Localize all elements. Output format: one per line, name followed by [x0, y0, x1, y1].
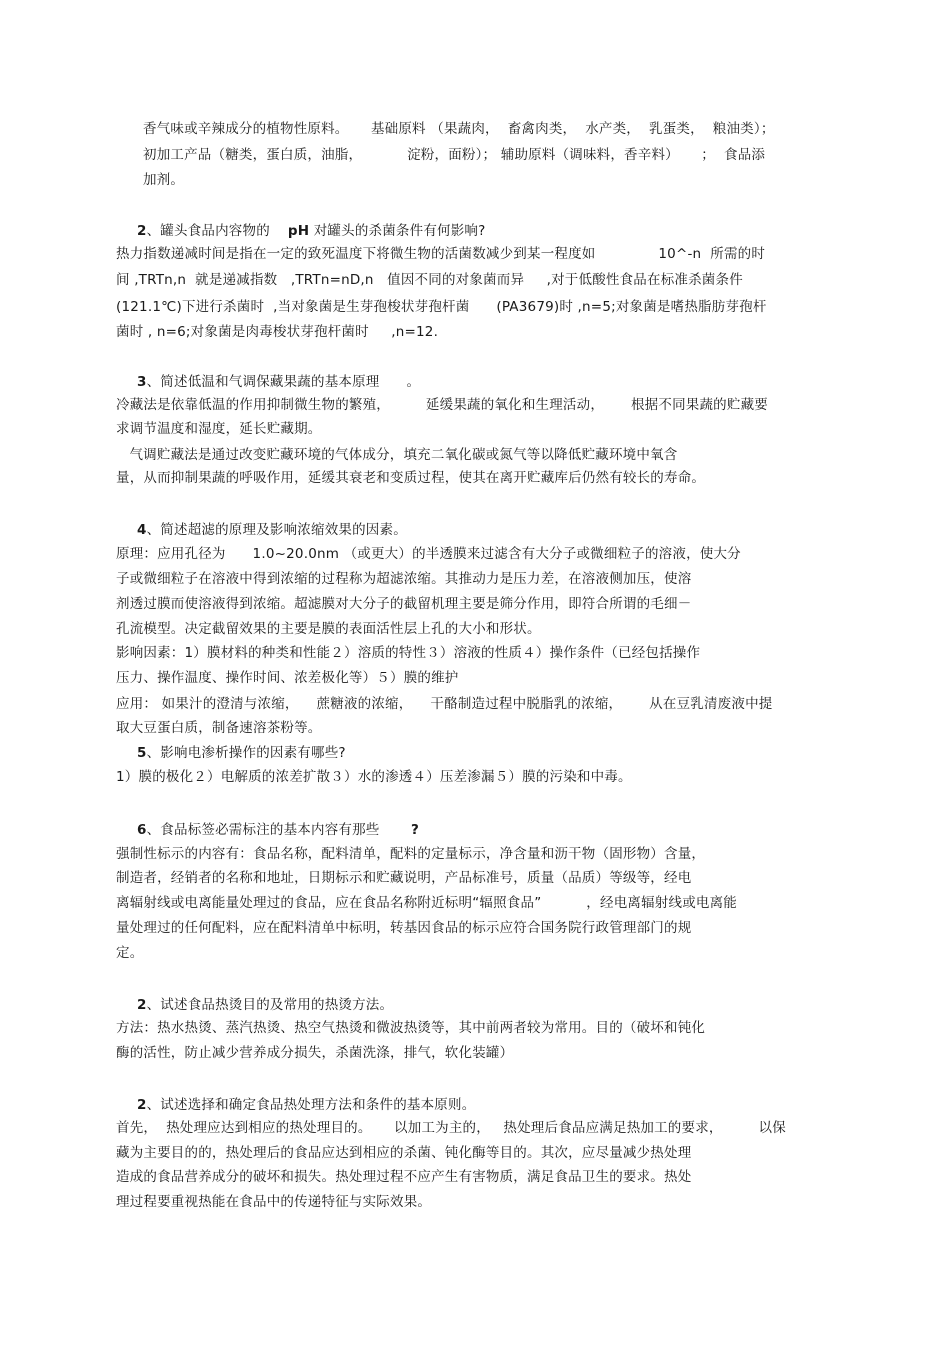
answer-line: 影响因素：1）膜材料的种类和性能２）溶质的特性３）溶液的性质４）操作条件（已经包括操作	[116, 645, 701, 661]
question-heading-ultrafiltration	[137, 520, 407, 540]
answer-line: 气调贮藏法是通过改变贮藏环境的气体成分，填充二氧化碳或氮气等以降低贮藏环境中氧含	[116, 447, 678, 463]
answer-line: 冷藏法是依靠低温的作用抑制微生物的繁殖， 延缓果蔬的氧化和生理活动， 根据不同果蔬的贮藏要	[116, 397, 768, 413]
question-number: 3	[137, 374, 147, 390]
question-heading-electrodialysis	[137, 743, 346, 763]
answer-line: 首先， 热处理应达到相应的热处理目的。 以加工为主的， 热处理后食品应满足热加工的要求， 以保	[116, 1120, 786, 1136]
answer-line: 藏为主要目的的，热处理后的食品应达到相应的杀菌、钝化酶等目的。其次，应尽量减少热处理	[116, 1145, 692, 1161]
question-title: 、罐头食品内容物的	[146, 223, 288, 239]
answer-line: 制造者，经销者的名称和地址，日期标示和贮藏说明，产品标准号，质量（品质）等级等，经电	[116, 870, 692, 886]
answer-line: 量处理过的任何配料，应在配料清单中标明，转基因食品的标示应符合国务院行政管理部门的规	[116, 920, 692, 936]
answer-line: 量，从而抑制果蔬的呼吸作用，延缓其衰老和变质过程，使其在离开贮藏库后仍然有较长的寿命。	[116, 470, 706, 486]
answer-line: 热力指数递减时间是指在一定的致死温度下将微生物的活菌数减少到某一程度如 10^-n 所需的时	[116, 246, 766, 262]
question-number: 2	[137, 1097, 147, 1113]
answer-line: 菌时 , n=6;对象菌是肉毒梭状芽孢杆菌时 ,n=12.	[116, 324, 439, 340]
question-title: 、试述食品热烫目的及常用的热烫方法。	[146, 997, 394, 1013]
answer-line: 孔流模型。决定截留效果的主要是膜的表面活性层上孔的大小和形状。	[116, 621, 541, 637]
answer-line: 1）膜的极化２）电解质的浓差扩散３）水的渗透４）压差渗漏５）膜的污染和中毒。	[116, 769, 632, 785]
answer-line: 离辐射线或电离能量处理过的食品，应在食品名称附近标明“辐照食品” ，经电离辐射线或电离能	[116, 895, 737, 911]
question-number: 2	[137, 997, 147, 1013]
question-heading-ph	[137, 221, 486, 241]
answer-line: 应用： 如果汁的澄清与浓缩， 蔗糖液的浓缩， 干酪制造过程中脱脂乳的浓缩， 从在豆乳清废液中提	[116, 696, 773, 712]
question-title: 、食品标签必需标注的基本内容有那些	[146, 822, 411, 838]
intro-line-1: 香气味或辛辣成分的植物性原料。 基础原料 （果蔬肉， 畜禽肉类， 水产类， 乳蛋类， 粮油类）；	[143, 121, 775, 137]
question-heading-blanching	[137, 995, 393, 1015]
question-number: 5	[137, 745, 147, 761]
answer-line: 求调节温度和湿度，延长贮藏期。	[116, 421, 322, 437]
question-title: 、影响电渗析操作的因素有哪些?	[146, 745, 346, 761]
answer-line: 取大豆蛋白质，制备速溶茶粉等。	[116, 720, 322, 736]
question-title-ph: pH	[287, 223, 310, 239]
question-number: 6	[137, 822, 147, 838]
question-heading-labels	[137, 820, 419, 840]
intro-line-2: 初加工产品（糖类，蛋白质，油脂， 淀粉，面粉）； 辅助原料（调味料，香辛料） ； 食品添	[143, 147, 766, 163]
answer-line: 造成的食品营养成分的破坏和损失。热处理过程不应产生有害物质，满足食品卫生的要求。热处	[116, 1169, 692, 1185]
question-heading-storage	[137, 372, 420, 392]
answer-line: 理过程要重视热能在食品中的传递特征与实际效果。	[116, 1194, 432, 1210]
answer-line: 间 ,TRTn,n 就是递减指数 ,TRTn=nD,n 值因不同的对象菌而异 ,对于低酸性食品在标准杀菌条件	[116, 272, 743, 288]
answer-line: 剂透过膜而使溶液得到浓缩。超滤膜对大分子的截留机理主要是筛分作用，即符合所谓的毛细－	[116, 596, 692, 612]
question-title-mark: ?	[410, 822, 419, 838]
answer-line: 定。	[116, 945, 144, 961]
question-title-rest: 对罐头的杀菌条件有何影响?	[309, 223, 486, 239]
question-title: 、简述超滤的原理及影响浓缩效果的因素。	[146, 522, 407, 538]
answer-line: 强制性标示的内容有：食品名称，配料清单，配料的定量标示，净含量和沥干物（固形物）含量，	[116, 846, 706, 862]
question-title: 、试述选择和确定食品热处理方法和条件的基本原则。	[146, 1097, 476, 1113]
answer-line: 压力、操作温度、操作时间、浓差极化等）５）膜的维护	[116, 670, 459, 686]
answer-line: 子或微细粒子在溶液中得到浓缩的过程称为超滤浓缩。其推动力是压力差，在溶液侧加压，使溶	[116, 571, 692, 587]
question-number: 2	[137, 223, 147, 239]
question-title: 、简述低温和气调保藏果蔬的基本原理 。	[146, 374, 421, 390]
question-number: 4	[137, 522, 147, 538]
question-heading-heat-treatment	[137, 1095, 475, 1115]
answer-line: 原理：应用孔径为 1.0~20.0nm （或更大）的半透膜来过滤含有大分子或微细粒子的溶液，使大分	[116, 546, 741, 562]
answer-line: (121.1℃)下进行杀菌时 ,当对象菌是生芽孢梭状芽孢杆菌 (PA3679)时 ,n=5;对象菌是嗜热脂肪芽孢杆	[116, 299, 767, 315]
answer-line: 方法：热水热烫、蒸汽热烫、热空气热烫和微波热烫等，其中前两者较为常用。目的（破坏和钝化	[116, 1020, 706, 1036]
answer-line: 酶的活性，防止减少营养成分损失，杀菌洗涤，排气，软化装罐）	[116, 1045, 514, 1061]
intro-line-3: 加剂。	[143, 172, 185, 188]
